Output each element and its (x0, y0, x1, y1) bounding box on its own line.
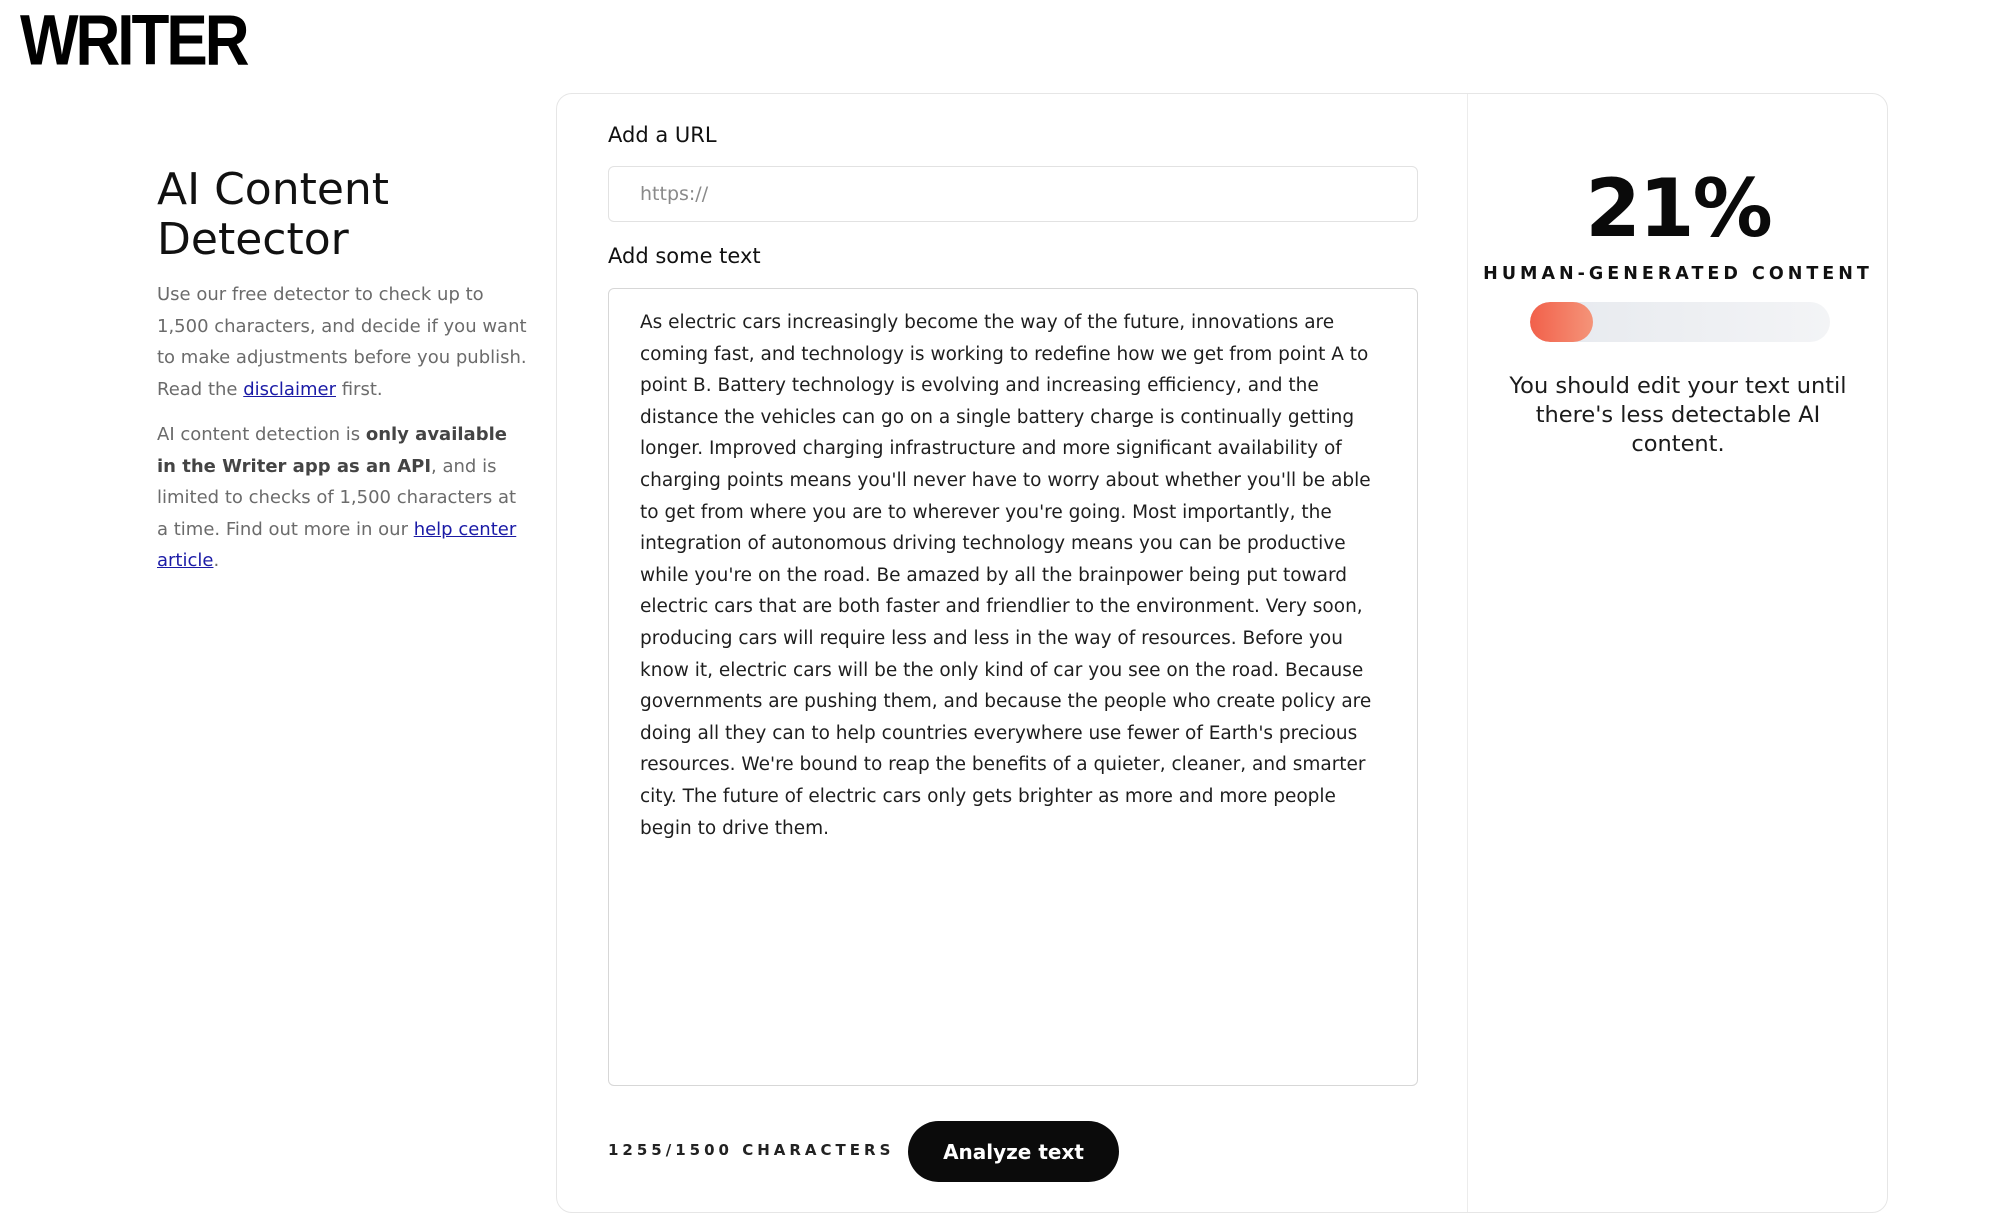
score-bar-fill (1530, 302, 1593, 342)
score-bar (1530, 302, 1830, 342)
content-textarea[interactable]: As electric cars increasingly become the way of the future, innovations are coming fast, and technology is working to redefine how we get from point A to point B. Battery technology is evolving and increasing efficiency, and the distance the vehicles can go on a single battery charge is continually getting longer. Improved charging infrastructure and more significant availability of charging points means you'll never have to worry about whether you'll be able to get from where you are to wherever you're going. Most importantly, the integration of autonomous driving technology means you can be productive while you're on the road. Be amazed by all the brainpower being put toward electric cars that are both faster and friendlier to the environment. Very soon, producing cars will require less and less in the way of resources. Before you know it, electric cars will be the only kind of car you see on the road. Because governments are pushing them, and because the people who create policy are doing all they can to help countries everywhere use fewer of Earth's precious resources. We're bound to reap the benefits of a quieter, cleaner, and smarter city. The future of electric cars only gets brighter as more and more people begin to drive them. (608, 288, 1418, 1086)
advice-text: You should edit your text until there's less detectable AI content. (1509, 373, 1847, 457)
intro-text-end: first. (341, 378, 383, 400)
detector-card (556, 93, 1888, 1213)
availability-bold: only available in the Writer app as an API (157, 424, 507, 477)
availability-text-mid: , and is limited to checks of 1,500 characters at a time. Find out more in our (157, 455, 517, 540)
intro-text: Use our free detector to check up to 1,500 characters, and decide if you want to make adjustments before you publish. Read the (157, 284, 527, 400)
text-label: Add some text (608, 244, 761, 268)
help-center-link[interactable]: help center article (157, 518, 517, 571)
availability-text: AI content detection is (157, 424, 361, 445)
result-label: HUMAN-GENERATED CONTENT (1483, 264, 1873, 284)
analyze-text-button[interactable]: Analyze text (908, 1121, 1119, 1182)
disclaimer-link[interactable]: disclaimer (243, 378, 336, 400)
intro-panel (157, 165, 529, 591)
url-input[interactable] (608, 166, 1418, 222)
availability-text-end: . (213, 550, 220, 571)
panel-divider (1467, 94, 1468, 1212)
human-percentage: 21% (1585, 162, 1771, 255)
intro-paragraph (157, 279, 529, 405)
writer-logo[interactable]: WRITER (20, 1, 247, 81)
url-label: Add a URL (608, 123, 717, 147)
page-title: AI Content Detector (157, 164, 390, 265)
availability-paragraph (157, 419, 529, 577)
character-count: 1255/1500 CHARACTERS (608, 1141, 895, 1159)
